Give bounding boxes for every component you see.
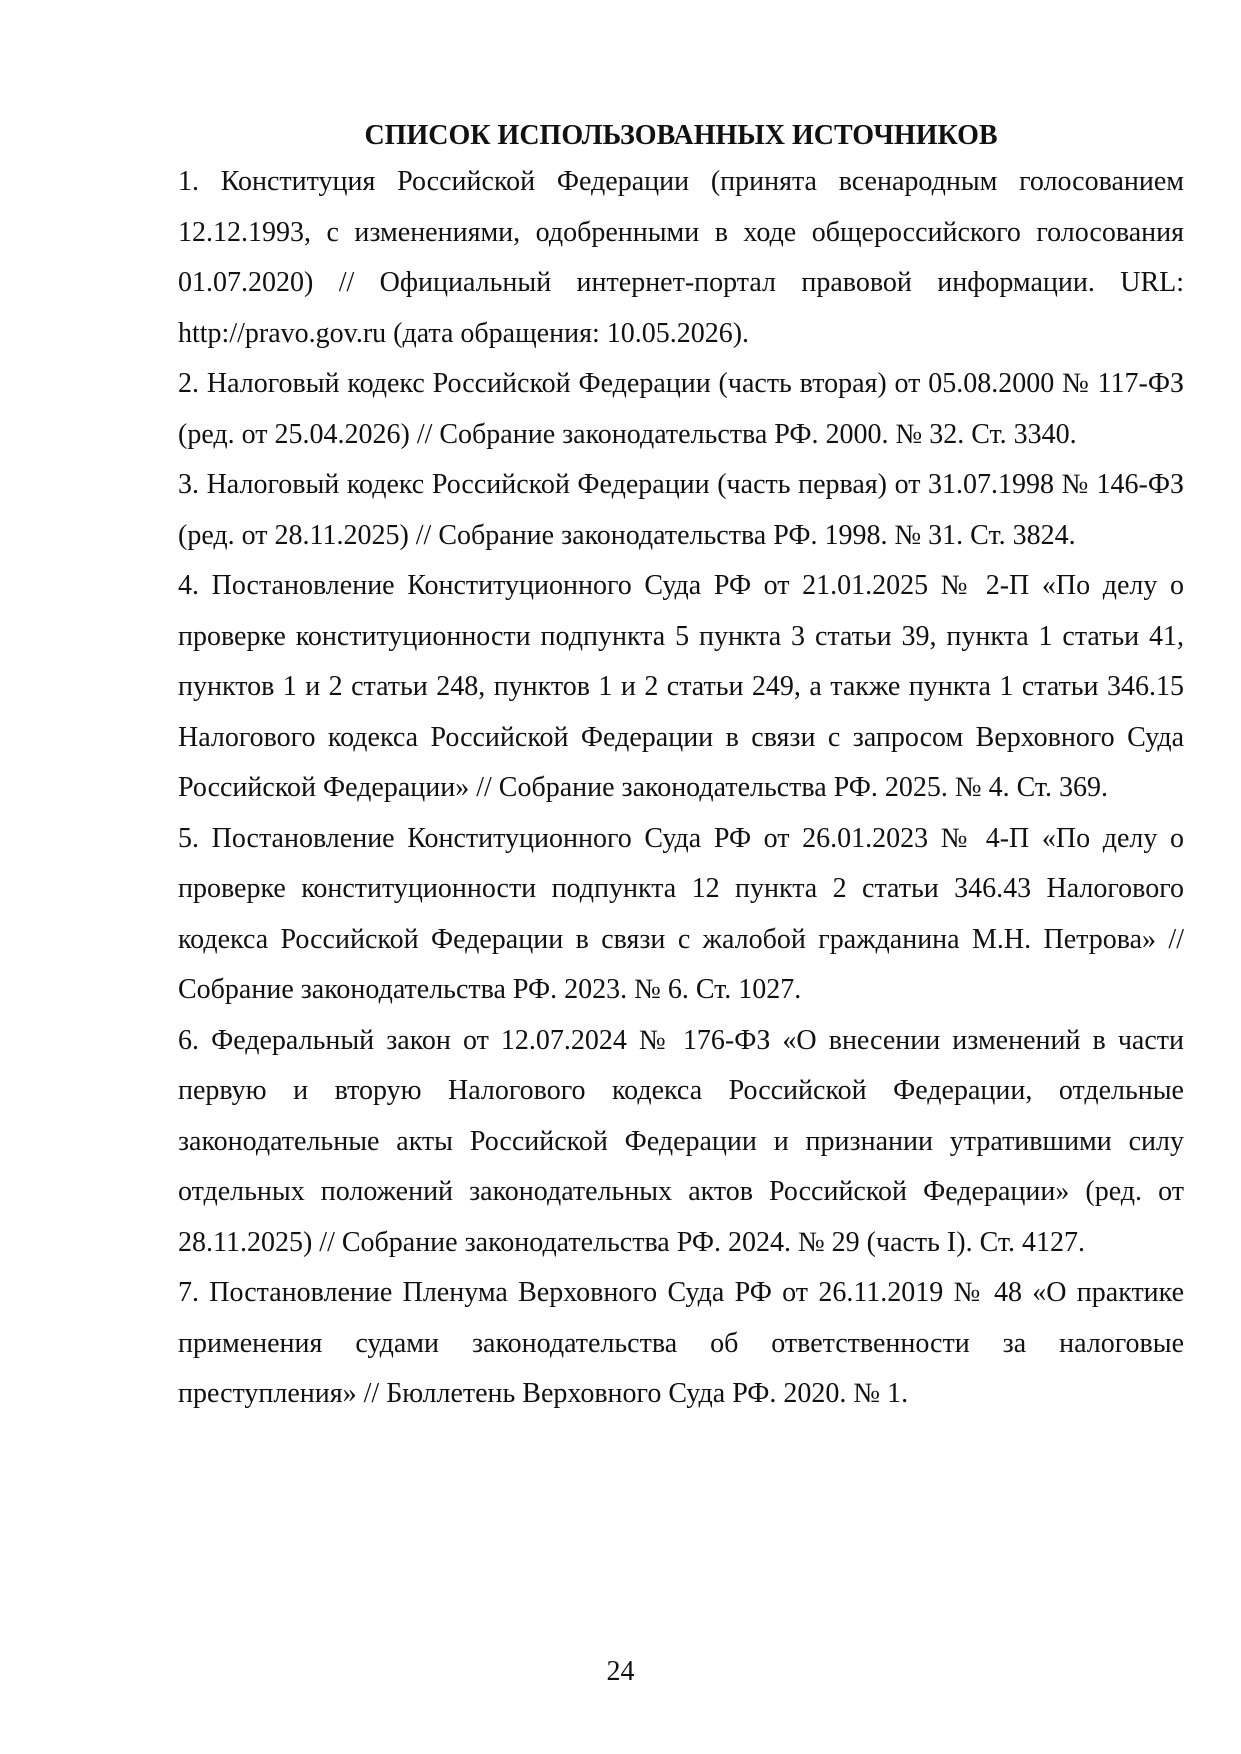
reference-item-4: 4. Постановление Конституционного Суда РФ от 21.01.2025 № 2-П «По делу о проверке конституционности подпункта 5 пункта 3 статьи 39, пункта 1 статьи 41, пунктов 1 и 2 статьи 248, пунктов 1 и 2 статьи 249, а также пункта 1 статьи 346.15 Налогового кодекса Российской Федерации в связи с запросом Верховного Суда Российской Федерации» // Собрание законодательства РФ. 2025. № 4. Ст. 369. <box>178 570 1184 803</box>
reference-item-5: 5. Постановление Конституционного Суда РФ от 26.01.2023 № 4-П «По делу о проверке конституционности подпункта 12 пункта 2 статьи 346.43 Налогового кодекса Российской Федерации в связи с жалобой гражданина М.Н. Петрова» // Собрание законодательства РФ. 2023. № 6. Ст. 1027. <box>178 822 1184 1005</box>
reference-item-7: 7. Постановление Пленума Верховного Суда РФ от 26.11.2019 № 48 «О практике применения судами законодательства об ответственности за налоговые преступления» // Бюллетень Верховного Суда РФ. 2020. № 1. <box>178 1277 1184 1409</box>
reference-item-6: 6. Федеральный закон от 12.07.2024 № 176-ФЗ «О внесении изменений в части первую и вторую Налогового кодекса Российской Федерации, отдельные законодательные акты Российской Федерации и признании утратившими силу отдельных положений законодательных актов Российской Федерации» (ред. от 28.11.2025) // Собрание законодательства РФ. 2024. № 29 (часть I). Ст. 4127. <box>178 1024 1184 1258</box>
page-title: СПИСОК ИСПОЛЬЗОВАННЫХ ИСТОЧНИКОВ <box>364 120 998 151</box>
reference-list <box>178 157 1184 1420</box>
reference-item-3: 3. Налоговый кодекс Российской Федерации (часть первая) от 31.07.1998 № 146-ФЗ (ред. от 28.11.2025) // Собрание законодательства РФ. 1998. № 31. Ст. 3824. <box>178 469 1184 551</box>
page-content <box>178 116 1184 1420</box>
page-number: 24 <box>606 1656 635 1687</box>
reference-item-1: 1. Конституция Российской Федерации (принята всенародным голосованием 12.12.1993, с изменениями, одобренными в ходе общероссийского голосования 01.07.2020) // Официальный интернет-портал правовой информации. URL: http://pravo.gov.ru (дата обращения: 10.05.2026). <box>178 166 1184 349</box>
reference-item-2: 2. Налоговый кодекс Российской Федерации (часть вторая) от 05.08.2000 № 117-ФЗ (ред. от 25.04.2026) // Собрание законодательства РФ. 2000. № 32. Ст. 3340. <box>178 368 1184 450</box>
